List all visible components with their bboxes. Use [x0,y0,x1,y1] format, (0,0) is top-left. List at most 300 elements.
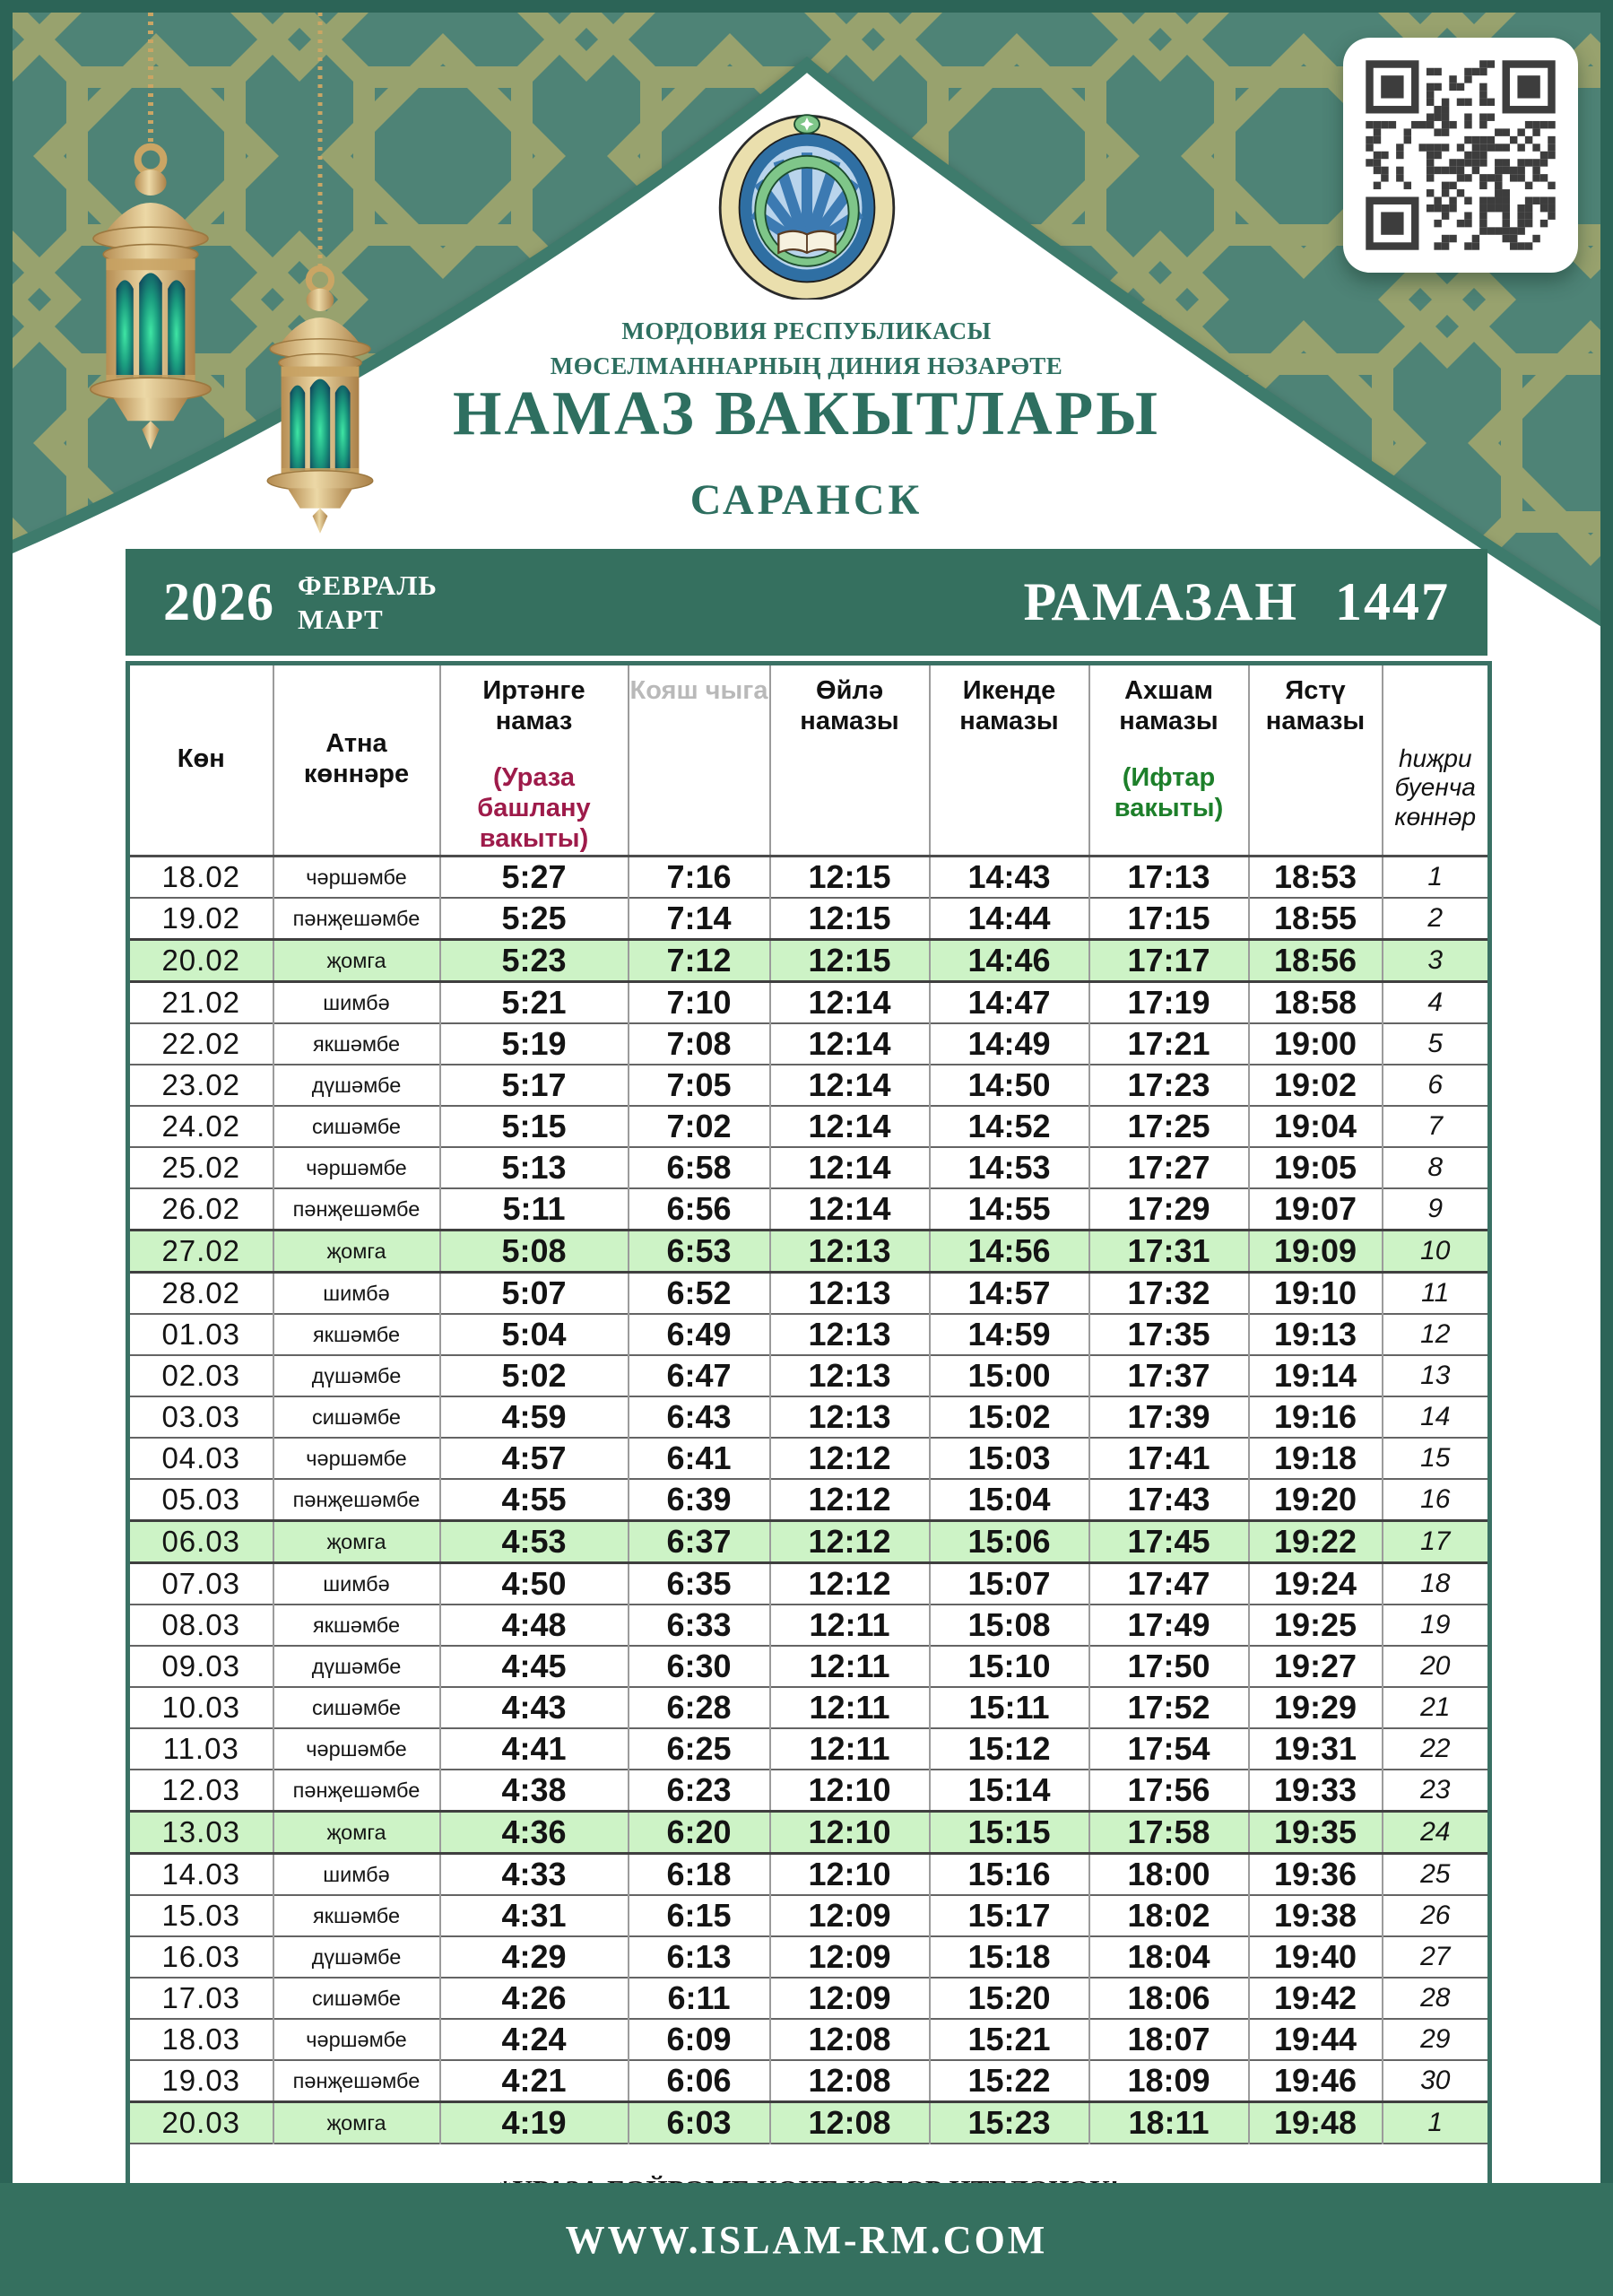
asr-time-cell: 15:08 [930,1605,1089,1646]
maghrib-time-cell: 17:17 [1089,940,1249,982]
date-cell: 16.03 [128,1936,273,1978]
hijri-day-cell: 22 [1383,1728,1490,1770]
website-url: WWW.ISLAM-RM.COM [565,2217,1048,2262]
dhuhr-time-cell: 12:11 [770,1605,930,1646]
weekday-cell: пәнҗешәмбе [273,2060,440,2102]
fajr-time-cell: 5:02 [440,1355,629,1396]
date-cell: 10.03 [128,1687,273,1728]
date-cell: 14.03 [128,1854,273,1896]
table-row [128,1188,1490,1231]
asr-time-cell: 15:02 [930,1396,1089,1438]
sunrise-time-cell: 6:30 [629,1646,770,1687]
org-line-2: МӨСЕЛМАННАРНЫҢ ДИНИЯ НӘЗАРӘТЕ [550,352,1063,380]
hijri-day-cell: 4 [1383,982,1490,1024]
fajr-time-cell: 4:57 [440,1438,629,1479]
dhuhr-time-cell: 12:14 [770,1023,930,1065]
hijri-day-cell: 23 [1383,1770,1490,1812]
asr-time-cell: 15:04 [930,1479,1089,1521]
date-cell: 24.02 [128,1106,273,1147]
hijri-day-cell: 15 [1383,1438,1490,1479]
maghrib-time-cell: 18:09 [1089,2060,1249,2102]
maghrib-subtitle: (Ифтар вакыты) [1114,763,1224,822]
isha-time-cell: 19:29 [1249,1687,1383,1728]
isha-time-cell: 19:20 [1249,1479,1383,1521]
asr-time-cell: 15:17 [930,1895,1089,1936]
table-row [128,1895,1490,1936]
maghrib-time-cell: 17:56 [1089,1770,1249,1812]
sunrise-time-cell: 6:03 [629,2102,770,2144]
dhuhr-time-cell: 12:14 [770,1188,930,1231]
weekday-cell: сишәмбе [273,1106,440,1147]
qr-code-icon [1361,56,1560,255]
org-line-1: МОРДОВИЯ РЕСПУБЛИКАСЫ [621,317,992,344]
weekday-cell: чәршәмбе [273,1147,440,1188]
hijri-day-cell: 10 [1383,1231,1490,1273]
dhuhr-time-cell: 12:11 [770,1687,930,1728]
dhuhr-time-cell: 12:09 [770,1978,930,2019]
col-header-weekday: Атна көннәре [273,664,440,857]
fajr-time-cell: 5:13 [440,1147,629,1188]
sunrise-time-cell: 6:33 [629,1605,770,1646]
fajr-time-cell: 4:41 [440,1728,629,1770]
isha-time-cell: 19:25 [1249,1605,1383,1646]
weekday-cell: пәнҗешәмбе [273,898,440,940]
table-row [128,1978,1490,2019]
table-row [128,1314,1490,1355]
sunrise-time-cell: 6:39 [629,1479,770,1521]
date-cell: 20.03 [128,2102,273,2144]
fajr-time-cell: 5:15 [440,1106,629,1147]
dhuhr-time-cell: 12:10 [770,1770,930,1812]
maghrib-time-cell: 17:25 [1089,1106,1249,1147]
asr-time-cell: 14:43 [930,857,1089,899]
fajr-time-cell: 5:21 [440,982,629,1024]
isha-time-cell: 19:09 [1249,1231,1383,1273]
fajr-time-cell: 4:38 [440,1770,629,1812]
dhuhr-time-cell: 12:14 [770,1065,930,1106]
table-row [128,1605,1490,1646]
table-row [128,1770,1490,1812]
dhuhr-time-cell: 12:15 [770,898,930,940]
asr-time-cell: 15:23 [930,2102,1089,2144]
weekday-cell: җомга [273,1812,440,1854]
hijri-day-cell: 1 [1383,2102,1490,2144]
maghrib-title: Ахшам намазы [1119,676,1218,735]
table-row [128,1646,1490,1687]
hijri-day-cell: 1 [1383,857,1490,899]
maghrib-time-cell: 17:35 [1089,1314,1249,1355]
maghrib-time-cell: 17:45 [1089,1521,1249,1563]
weekday-cell: пәнҗешәмбе [273,1479,440,1521]
hijri-day-cell: 13 [1383,1355,1490,1396]
isha-time-cell: 19:05 [1249,1147,1383,1188]
sunrise-time-cell: 6:41 [629,1438,770,1479]
fajr-time-cell: 4:19 [440,2102,629,2144]
isha-time-cell: 19:48 [1249,2102,1383,2144]
weekday-cell: якшәмбе [273,1605,440,1646]
hijri-day-cell: 18 [1383,1563,1490,1605]
asr-time-cell: 15:03 [930,1438,1089,1479]
isha-time-cell: 18:58 [1249,982,1383,1024]
fajr-time-cell: 5:19 [440,1023,629,1065]
fajr-time-cell: 4:45 [440,1646,629,1687]
weekday-cell: шимбә [273,1273,440,1315]
weekday-cell: дүшәмбе [273,1646,440,1687]
table-row [128,1147,1490,1188]
maghrib-time-cell: 17:41 [1089,1438,1249,1479]
asr-time-cell: 15:07 [930,1563,1089,1605]
maghrib-time-cell: 18:06 [1089,1978,1249,2019]
table-row [128,1106,1490,1147]
table-row [128,2060,1490,2102]
date-cell: 04.03 [128,1438,273,1479]
sunrise-time-cell: 6:20 [629,1812,770,1854]
col-header-sunrise: Кояш чыга [629,664,770,857]
fajr-time-cell: 4:21 [440,2060,629,2102]
date-cell: 09.03 [128,1646,273,1687]
period-banner [126,549,1487,656]
sunrise-time-cell: 7:14 [629,898,770,940]
dhuhr-time-cell: 12:08 [770,2019,930,2060]
sunrise-time-cell: 6:35 [629,1563,770,1605]
date-cell: 06.03 [128,1521,273,1563]
maghrib-time-cell: 17:39 [1089,1396,1249,1438]
table-row [128,940,1490,982]
hijri-day-cell: 20 [1383,1646,1490,1687]
dhuhr-time-cell: 12:15 [770,940,930,982]
maghrib-time-cell: 17:31 [1089,1231,1249,1273]
asr-time-cell: 15:06 [930,1521,1089,1563]
sunrise-time-cell: 6:43 [629,1396,770,1438]
asr-time-cell: 14:46 [930,940,1089,982]
sunrise-time-cell: 6:18 [629,1854,770,1896]
hijri-day-cell: 24 [1383,1812,1490,1854]
asr-time-cell: 14:57 [930,1273,1089,1315]
date-cell: 18.02 [128,857,273,899]
date-cell: 01.03 [128,1314,273,1355]
table-row [128,1065,1490,1106]
maghrib-time-cell: 17:15 [1089,898,1249,940]
asr-time-cell: 14:49 [930,1023,1089,1065]
asr-time-cell: 14:59 [930,1314,1089,1355]
hijri-day-cell: 9 [1383,1188,1490,1231]
date-cell: 28.02 [128,1273,273,1315]
maghrib-time-cell: 17:58 [1089,1812,1249,1854]
isha-time-cell: 19:07 [1249,1188,1383,1231]
date-cell: 21.02 [128,982,273,1024]
isha-time-cell: 19:00 [1249,1023,1383,1065]
hijri-day-cell: 14 [1383,1396,1490,1438]
dhuhr-time-cell: 12:13 [770,1314,930,1355]
fajr-time-cell: 4:36 [440,1812,629,1854]
isha-time-cell: 18:53 [1249,857,1383,899]
maghrib-time-cell: 17:52 [1089,1687,1249,1728]
maghrib-time-cell: 17:21 [1089,1023,1249,1065]
dhuhr-time-cell: 12:11 [770,1646,930,1687]
table-row [128,857,1490,899]
isha-time-cell: 19:16 [1249,1396,1383,1438]
fajr-time-cell: 5:07 [440,1273,629,1315]
weekday-cell: җомга [273,940,440,982]
sunrise-time-cell: 6:06 [629,2060,770,2102]
weekday-cell: сишәмбе [273,1687,440,1728]
maghrib-time-cell: 18:11 [1089,2102,1249,2144]
isha-time-cell: 19:38 [1249,1895,1383,1936]
date-cell: 19.02 [128,898,273,940]
date-cell: 20.02 [128,940,273,982]
weekday-cell: җомга [273,2102,440,2144]
dhuhr-time-cell: 12:10 [770,1812,930,1854]
fajr-time-cell: 4:26 [440,1978,629,2019]
hijri-day-cell: 17 [1383,1521,1490,1563]
fajr-time-cell: 5:17 [440,1065,629,1106]
date-cell: 26.02 [128,1188,273,1231]
sunrise-time-cell: 7:08 [629,1023,770,1065]
isha-time-cell: 19:36 [1249,1854,1383,1896]
sunrise-time-cell: 6:53 [629,1231,770,1273]
hijri-day-cell: 5 [1383,1023,1490,1065]
sunrise-time-cell: 6:56 [629,1188,770,1231]
hijri-day-cell: 21 [1383,1687,1490,1728]
hijri-day-cell: 19 [1383,1605,1490,1646]
isha-time-cell: 19:40 [1249,1936,1383,1978]
col-header-asr: Икенде намазы [930,664,1089,857]
sunrise-time-cell: 6:52 [629,1273,770,1315]
dhuhr-time-cell: 12:15 [770,857,930,899]
weekday-cell: якшәмбе [273,1023,440,1065]
months-label [298,569,438,635]
fajr-time-cell: 5:04 [440,1314,629,1355]
isha-time-cell: 19:14 [1249,1355,1383,1396]
asr-time-cell: 15:21 [930,2019,1089,2060]
asr-time-cell: 14:50 [930,1065,1089,1106]
fajr-title: Иртәнге намаз [482,676,585,735]
ramadan-label: РАМАЗАН 1447 [1023,572,1450,631]
date-cell: 18.03 [128,2019,273,2060]
fajr-subtitle: (Ураза башлану вакыты) [477,763,591,853]
isha-time-cell: 18:56 [1249,940,1383,982]
fajr-time-cell: 4:24 [440,2019,629,2060]
page-title: НАМАЗ ВАКЫТЛАРЫ [452,379,1161,448]
fajr-time-cell: 4:31 [440,1895,629,1936]
maghrib-time-cell: 17:27 [1089,1147,1249,1188]
table-header-row [128,664,1490,857]
sunrise-time-cell: 6:13 [629,1936,770,1978]
year-label: 2026 [163,572,274,631]
table-row [128,1812,1490,1854]
fajr-time-cell: 5:25 [440,898,629,940]
hijri-day-cell: 16 [1383,1479,1490,1521]
dhuhr-time-cell: 12:12 [770,1438,930,1479]
maghrib-time-cell: 17:29 [1089,1188,1249,1231]
isha-time-cell: 19:27 [1249,1646,1383,1687]
col-header-fajr [440,664,629,857]
table-row [128,2019,1490,2060]
table-row [128,1563,1490,1605]
table-row [128,1854,1490,1896]
isha-time-cell: 19:31 [1249,1728,1383,1770]
sunrise-time-cell: 7:02 [629,1106,770,1147]
maghrib-time-cell: 17:50 [1089,1646,1249,1687]
asr-time-cell: 14:52 [930,1106,1089,1147]
table-row [128,982,1490,1024]
footer-bar [0,2183,1613,2296]
sunrise-time-cell: 6:11 [629,1978,770,2019]
isha-time-cell: 19:18 [1249,1438,1383,1479]
date-cell: 15.03 [128,1895,273,1936]
weekday-cell: дүшәмбе [273,1065,440,1106]
table-row [128,1023,1490,1065]
table-row [128,1355,1490,1396]
table-row [128,1936,1490,1978]
maghrib-time-cell: 17:49 [1089,1605,1249,1646]
fajr-time-cell: 5:27 [440,857,629,899]
date-cell: 23.02 [128,1065,273,1106]
hijri-day-cell: 11 [1383,1273,1490,1315]
sunrise-time-cell: 7:16 [629,857,770,899]
dhuhr-time-cell: 12:14 [770,1106,930,1147]
table-row [128,1479,1490,1521]
hijri-day-cell: 29 [1383,2019,1490,2060]
asr-time-cell: 15:00 [930,1355,1089,1396]
sunrise-time-cell: 6:49 [629,1314,770,1355]
dhuhr-time-cell: 12:13 [770,1231,930,1273]
table-row [128,898,1490,940]
date-cell: 08.03 [128,1605,273,1646]
weekday-cell: җомга [273,1521,440,1563]
fajr-time-cell: 4:29 [440,1936,629,1978]
date-cell: 19.03 [128,2060,273,2102]
month-march: МАРТ [298,603,384,635]
maghrib-time-cell: 18:00 [1089,1854,1249,1896]
date-cell: 05.03 [128,1479,273,1521]
weekday-cell: сишәмбе [273,1978,440,2019]
hijri-day-cell: 26 [1383,1895,1490,1936]
dhuhr-time-cell: 12:13 [770,1355,930,1396]
sunrise-time-cell: 7:12 [629,940,770,982]
isha-time-cell: 19:04 [1249,1106,1383,1147]
fajr-time-cell: 4:59 [440,1396,629,1438]
date-cell: 13.03 [128,1812,273,1854]
isha-time-cell: 19:42 [1249,1978,1383,2019]
dhuhr-time-cell: 12:12 [770,1563,930,1605]
weekday-cell: сишәмбе [273,1396,440,1438]
maghrib-time-cell: 17:54 [1089,1728,1249,1770]
isha-time-cell: 19:13 [1249,1314,1383,1355]
weekday-cell: шимбә [273,982,440,1024]
asr-time-cell: 14:53 [930,1147,1089,1188]
isha-time-cell: 19:35 [1249,1812,1383,1854]
dhuhr-time-cell: 12:13 [770,1396,930,1438]
isha-time-cell: 19:24 [1249,1563,1383,1605]
weekday-cell: чәршәмбе [273,1438,440,1479]
sunrise-time-cell: 7:05 [629,1065,770,1106]
dhuhr-time-cell: 12:12 [770,1521,930,1563]
sunrise-time-cell: 7:10 [629,982,770,1024]
isha-time-cell: 19:46 [1249,2060,1383,2102]
maghrib-time-cell: 18:07 [1089,2019,1249,2060]
date-cell: 02.03 [128,1355,273,1396]
city-name: САРАНСК [689,476,924,524]
fajr-time-cell: 5:23 [440,940,629,982]
col-header-isha: Ястү намазы [1249,664,1383,857]
hijri-day-cell: 27 [1383,1936,1490,1978]
date-cell: 07.03 [128,1563,273,1605]
hijri-day-cell: 7 [1383,1106,1490,1147]
col-header-hijri: һиҗри буенча көннәр [1383,664,1490,857]
asr-time-cell: 15:15 [930,1812,1089,1854]
fajr-time-cell: 5:11 [440,1188,629,1231]
table-row [128,1687,1490,1728]
table-row [128,1231,1490,1273]
maghrib-time-cell: 17:19 [1089,982,1249,1024]
weekday-cell: пәнҗешәмбе [273,1770,440,1812]
organization-name [13,314,1600,384]
weekday-cell: шимбә [273,1854,440,1896]
isha-time-cell: 19:02 [1249,1065,1383,1106]
dhuhr-time-cell: 12:08 [770,2102,930,2144]
weekday-cell: пәнҗешәмбе [273,1188,440,1231]
fajr-time-cell: 4:55 [440,1479,629,1521]
weekday-cell: якшәмбе [273,1314,440,1355]
maghrib-time-cell: 17:47 [1089,1563,1249,1605]
asr-time-cell: 15:14 [930,1770,1089,1812]
muftiate-logo [715,106,899,300]
isha-time-cell: 19:44 [1249,2019,1383,2060]
col-header-day: Көн [128,664,273,857]
hijri-day-cell: 30 [1383,2060,1490,2102]
hijri-day-cell: 28 [1383,1978,1490,2019]
maghrib-time-cell: 17:23 [1089,1065,1249,1106]
hijri-day-cell: 12 [1383,1314,1490,1355]
date-cell: 25.02 [128,1147,273,1188]
date-cell: 11.03 [128,1728,273,1770]
dhuhr-time-cell: 12:13 [770,1273,930,1315]
dhuhr-time-cell: 12:14 [770,982,930,1024]
sunrise-time-cell: 6:28 [629,1687,770,1728]
dhuhr-time-cell: 12:09 [770,1936,930,1978]
month-february: ФЕВРАЛЬ [298,570,438,602]
maghrib-time-cell: 17:37 [1089,1355,1249,1396]
asr-time-cell: 15:11 [930,1687,1089,1728]
fajr-time-cell: 4:33 [440,1854,629,1896]
asr-time-cell: 15:10 [930,1646,1089,1687]
sunrise-time-cell: 6:15 [629,1895,770,1936]
maghrib-time-cell: 17:32 [1089,1273,1249,1315]
isha-time-cell: 18:55 [1249,898,1383,940]
fajr-time-cell: 4:43 [440,1687,629,1728]
weekday-cell: чәршәмбе [273,1728,440,1770]
hijri-day-cell: 8 [1383,1147,1490,1188]
weekday-cell: дүшәмбе [273,1936,440,1978]
weekday-cell: шимбә [273,1563,440,1605]
col-header-maghrib [1089,664,1249,857]
sunrise-time-cell: 6:37 [629,1521,770,1563]
fajr-time-cell: 5:08 [440,1231,629,1273]
weekday-cell: җомга [273,1231,440,1273]
hijri-day-cell: 3 [1383,940,1490,982]
date-cell: 17.03 [128,1978,273,2019]
sunrise-time-cell: 6:25 [629,1728,770,1770]
date-cell: 27.02 [128,1231,273,1273]
hijri-day-cell: 25 [1383,1854,1490,1896]
isha-time-cell: 19:10 [1249,1273,1383,1315]
date-cell: 03.03 [128,1396,273,1438]
maghrib-time-cell: 17:13 [1089,857,1249,899]
asr-time-cell: 15:22 [930,2060,1089,2102]
dhuhr-time-cell: 12:10 [770,1854,930,1896]
dhuhr-time-cell: 12:09 [770,1895,930,1936]
